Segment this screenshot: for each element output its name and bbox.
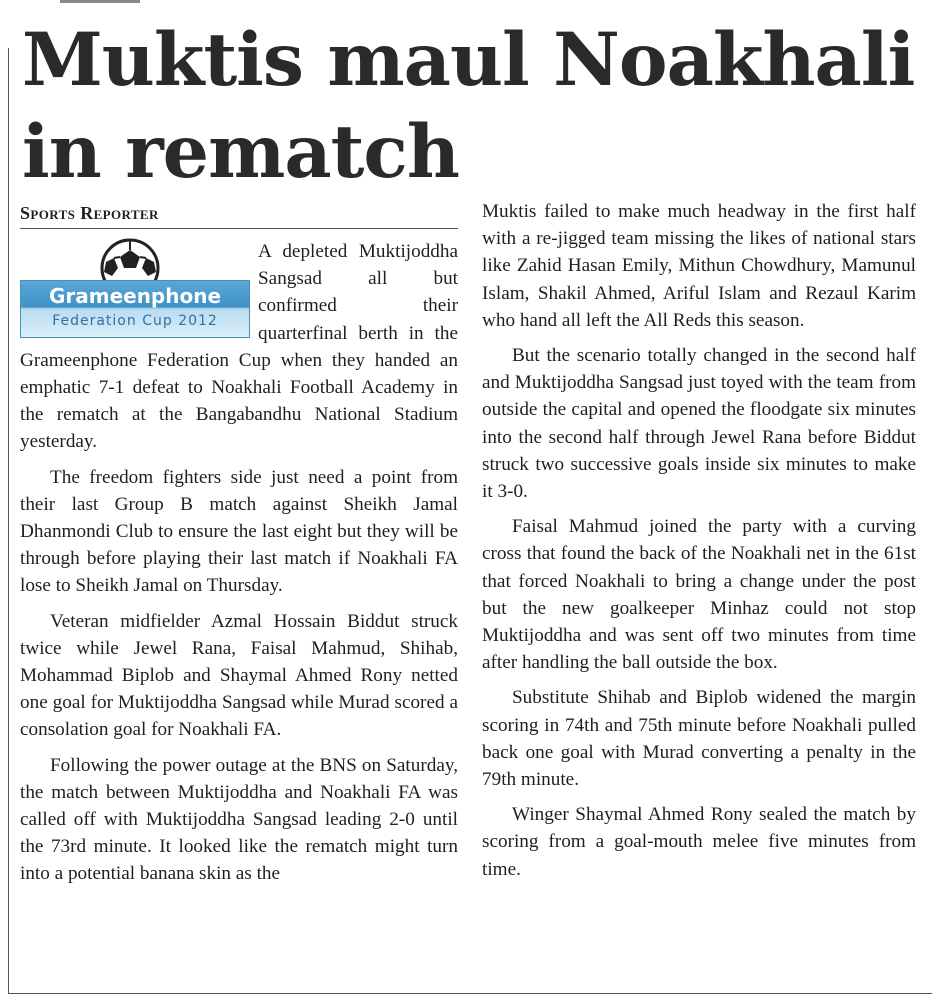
football-icon <box>100 238 160 282</box>
logo-subtitle: Federation Cup 2012 <box>52 313 218 329</box>
headline <box>22 14 922 198</box>
byline: Sports Reporter <box>20 198 458 229</box>
column-rule-left <box>8 48 9 993</box>
paragraph: Faisal Mahmud joined the party with a curving cross that found the back of the Noakhali net in the 61st that forced Noakhali to bring a change under the post but the new goalkeeper Minhaz could not stop Muktijoddha and was sent off two minutes from time after handling the ball outside the box. <box>482 516 916 674</box>
logo-banner <box>20 280 250 338</box>
column-rule-bottom <box>8 993 932 994</box>
headline-line-2: in rematch <box>22 109 459 195</box>
paragraph: Substitute Shihab and Biplob widened the margin scoring in 74th and 75th minute before Noakhali pulled back one goal with Murad converting a penalty in the 79th minute. <box>482 687 916 791</box>
paragraph: The freedom fighters side just need a point from their last Group B match against Sheikh Jamal Dhanmondi Club to ensure the last eight but they will be through before playing their last match if Noakhali FA lose to Sheikh Jamal on Thursday. <box>20 466 458 597</box>
federation-cup-logo <box>20 238 248 346</box>
paragraph: Following the power outage at the BNS on Saturday, the match between Muktijoddha and Noakhali FA was called off with Muktijoddha Sangsad leading 2-0 until the 73rd minute. It looked like the rematch might turn into a potential banana skin as the <box>20 754 458 885</box>
logo-title: Grameenphone <box>48 284 222 308</box>
headline-line-1: Muktis maul Noakhali <box>22 17 915 103</box>
article-column-left <box>20 198 458 896</box>
paragraph: Veteran midfielder Azmal Hossain Biddut struck twice while Jewel Rana, Faisal Mahmud, Shihab, Mohammad Biplob and Shaymal Ahmed Rony netted one goal for Muktijoddha Sangsad while Murad scored a consolation goal for Noakhali FA. <box>20 610 458 741</box>
paragraph: A depleted Muktijoddha Sangsad all but confirmed their quarterfinal berth in the Grameenphone Federation Cup when they handed an emphatic 7-1 defeat to Noakhali Football Academy in the rematch at the Bangabandhu National Stadium yesterday. <box>20 241 458 453</box>
article-column-right <box>482 198 916 891</box>
paragraph: Muktis failed to make much headway in the first half with a re-jigged team missing the likes of national stars like Zahid Hasan Emily, Mithun Chowdhury, Mamunul Islam, Shakil Ahmed, Ariful Islam and Rezaul Karim who hand all left the All Reds this season. <box>482 201 916 331</box>
top-rule-stub <box>60 0 140 3</box>
paragraph: But the scenario totally changed in the second half and Muktijoddha Sangsad just toyed with the team from outside the capital and opened the floodgate six minutes into the second half through Jewel Rana before Biddut struck two successive goals inside six minutes to make it 3-0. <box>482 345 916 503</box>
paragraph: Winger Shaymal Ahmed Rony sealed the match by scoring from a goal-mouth melee five minutes from time. <box>482 804 916 880</box>
